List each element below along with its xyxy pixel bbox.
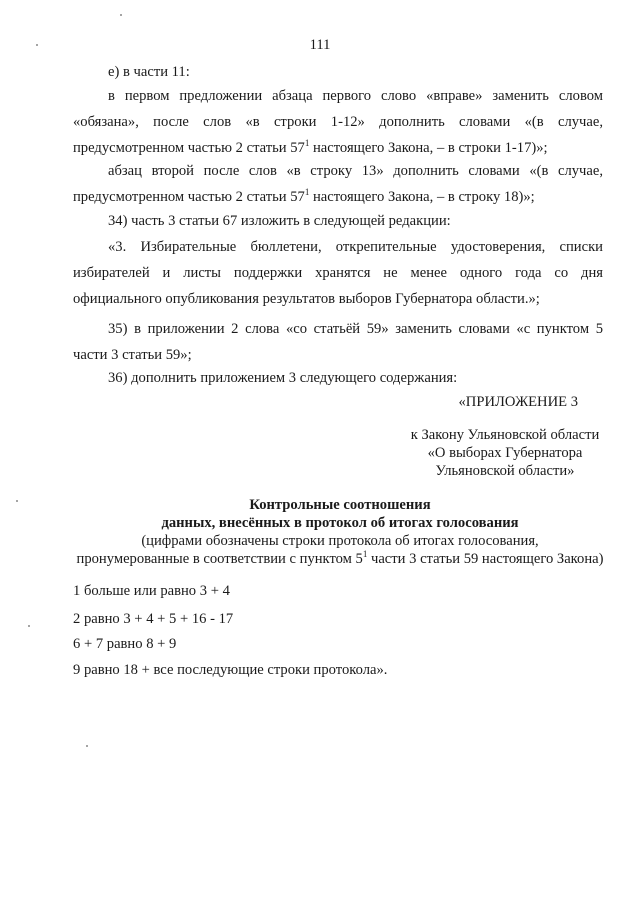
paragraph-e <box>73 62 603 82</box>
appendix-line: к Закону Ульяновской области <box>410 427 600 443</box>
appendix-title: «ПРИЛОЖЕНИЕ 3 <box>458 394 578 410</box>
paragraph-line: избирателей и листы поддержки хранятся не менее одного года со дня <box>73 265 603 281</box>
heading-line: (цифрами обозначены строки протокола об итогах голосования, <box>141 533 539 549</box>
scan-speck <box>120 14 122 16</box>
paragraph-line <box>73 138 603 158</box>
text-fragment: предусмотренном частью 2 статьи 57 <box>73 189 305 205</box>
paragraph-line: в первом предложении абзаца первого слово «вправе» заменить словом <box>108 88 603 104</box>
scan-speck <box>28 625 30 627</box>
paragraph-34-text: 34) часть 3 статьи 67 изложить в следующей редакции: <box>108 213 451 229</box>
paragraph-line: «обязана», после слов «в строки 1-12» дополнить словами «(в случае, <box>73 114 603 130</box>
formula-line: 6 + 7 равно 8 + 9 <box>73 636 177 652</box>
appendix-line: Ульяновской области» <box>435 463 575 479</box>
paragraph-second <box>73 161 603 207</box>
paragraph-first-sentence <box>73 86 603 158</box>
paragraph-line: «3. Избирательные бюллетени, открепительные удостоверения, списки <box>108 239 603 255</box>
text-fragment: настоящего Закона, – в строки 1-17)»; <box>309 140 548 156</box>
formula-line: 9 равно 18 + все последующие строки протокола». <box>73 662 388 678</box>
formula-line: 2 равно 3 + 4 + 5 + 16 - 17 <box>73 611 234 627</box>
paragraph-quote <box>73 237 603 309</box>
text-fragment: предусмотренном частью 2 статьи 57 <box>73 140 305 156</box>
paragraph-line: официального опубликования результатов выборов Губернатора области.»; <box>73 291 540 307</box>
paragraph-36 <box>73 368 603 388</box>
scan-speck <box>86 745 88 747</box>
paragraph-line: абзац второй после слов «в строку 13» дополнить словами «(в случае, <box>108 163 603 179</box>
page-number: 111 <box>309 37 331 53</box>
heading-line <box>60 550 620 568</box>
paragraph-36-text: 36) дополнить приложением 3 следующего содержания: <box>108 370 458 386</box>
superscript: 1 <box>304 138 310 148</box>
paragraph-line: части 3 статьи 59»; <box>73 347 192 363</box>
text-fragment: пронумерованные в соответствии с пунктом 5 <box>76 551 363 567</box>
appendix-reference <box>400 426 610 480</box>
paragraph-35 <box>73 319 603 365</box>
superscript: 1 <box>362 549 368 559</box>
text-fragment: части 3 статьи 59 настоящего Закона) <box>367 551 604 567</box>
scan-speck <box>16 500 18 502</box>
formula-line: 1 больше или равно 3 + 4 <box>73 583 230 599</box>
paragraph-line: 35) в приложении 2 слова «со статьёй 59» заменить словами «с пунктом 5 <box>108 321 603 337</box>
paragraph-34 <box>73 211 603 231</box>
text-fragment: настоящего Закона, – в строку 18)»; <box>309 189 535 205</box>
scan-speck <box>36 44 38 46</box>
appendix-line: «О выборах Губернатора <box>427 445 583 461</box>
superscript: 1 <box>304 187 310 197</box>
paragraph-line <box>73 187 603 207</box>
section-heading <box>60 496 620 568</box>
paragraph-e-text: е) в части 11: <box>108 64 190 80</box>
heading-line: Контрольные соотношения <box>249 497 431 513</box>
heading-line: данных, внесённых в протокол об итогах голосования <box>161 515 519 531</box>
